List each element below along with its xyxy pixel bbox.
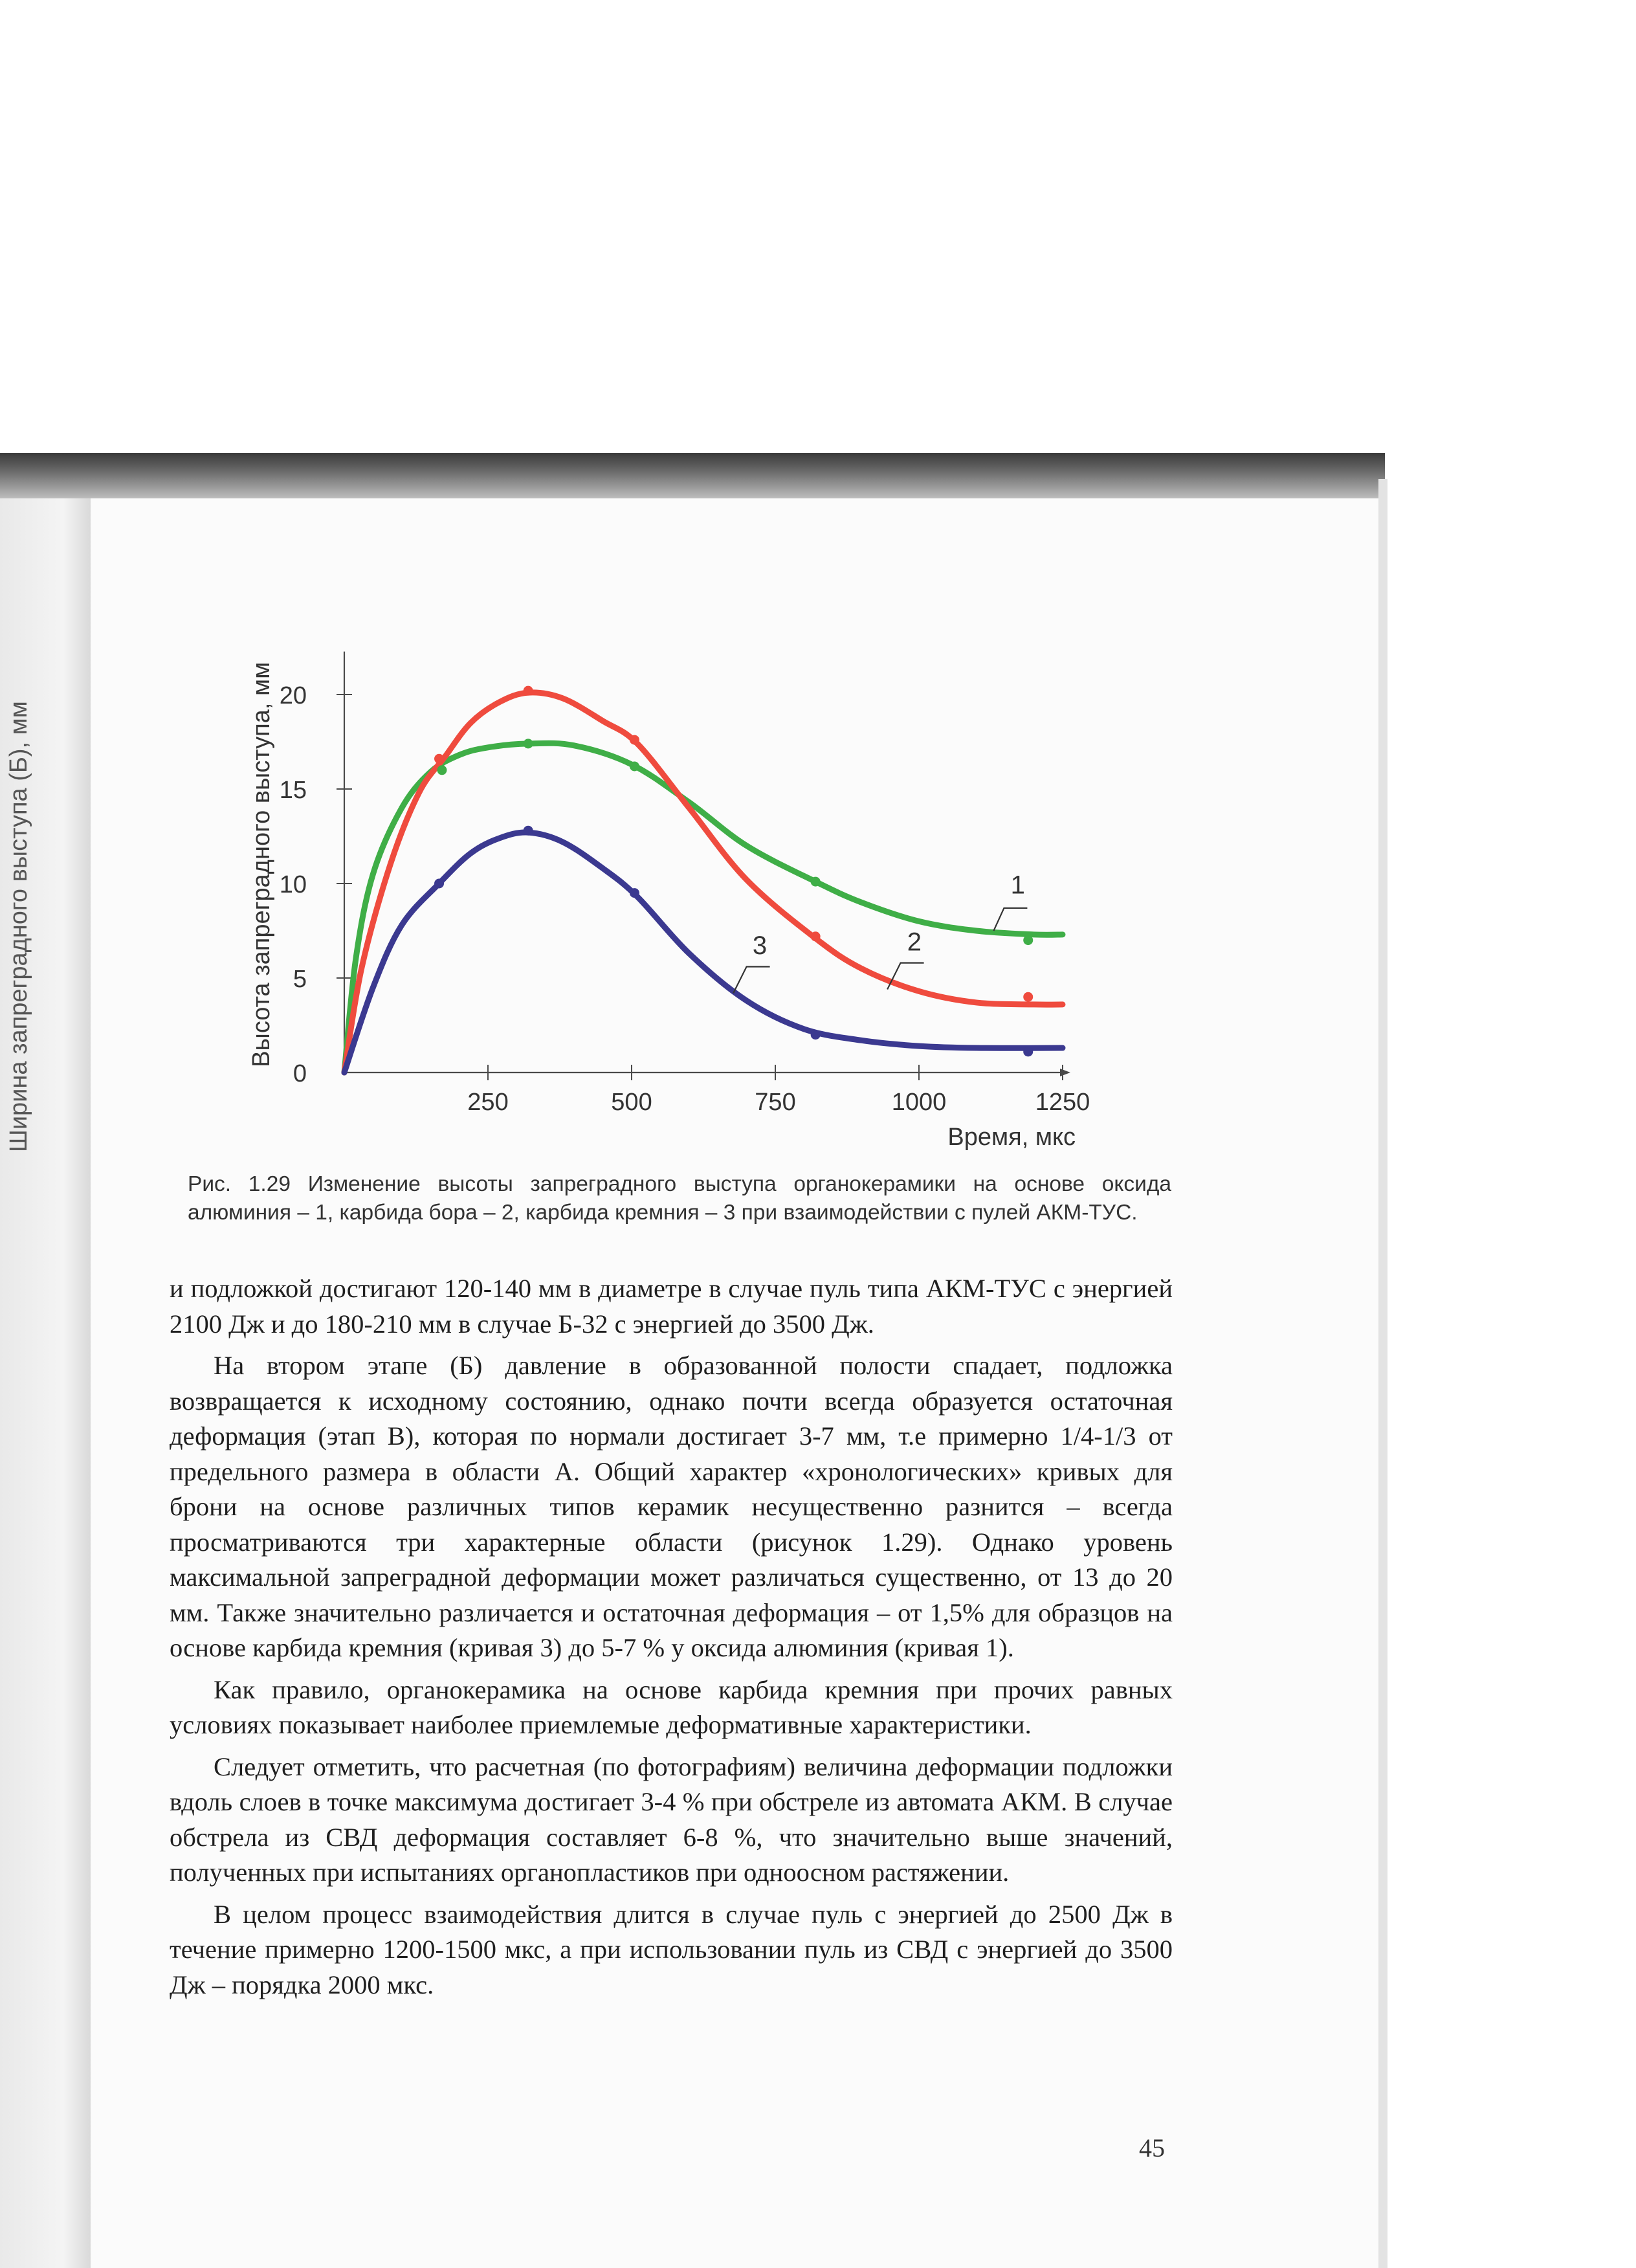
series-line-3 xyxy=(344,832,1063,1073)
x-tick-label: 750 xyxy=(755,1089,796,1116)
chart-svg xyxy=(233,615,1139,1165)
curve-leader-3 xyxy=(733,966,769,993)
x-axis-title: Время, мкс xyxy=(947,1124,1076,1151)
figure-caption: Рис. 1.29 Изменение высоты запреградного выступа органокерамики на основе оксида алюминия – 1, карбида бора – 2, карбида кремния – 3 при взаимодействии с пулей АКМ-ТУС. xyxy=(188,1172,1171,1225)
body-text xyxy=(170,1271,1173,2003)
x-tick-label: 500 xyxy=(611,1089,652,1116)
series-line-2 xyxy=(344,693,1063,1073)
data-point-series-3 xyxy=(630,888,639,898)
paragraph: На втором этапе (Б) давление в образованной полости спадает, подложка возвращается к исходному состоянию, однако почти всегда образуется остаточная деформация (этап В), которая по нормали достигает 3-7 мм, т.е примерно 1/4-1/3 от предельного размера в области А. Общий характер «хронологических» кривых для брони на основе различных типов керамик несущественно разнится – всегда просматриваются три характерные области (рисунок 1.29). Однако уровень максимальной запреградной деформации может различаться существенно, от 13 до 20 мм. Также значительно различается и остаточная деформация – от 1,5% для образцов на основе карбида кремния (кривая 3) до 5-7 % у оксида алюминия (кривая 1). xyxy=(170,1351,1173,1662)
data-point-series-2 xyxy=(524,686,533,696)
paragraph: Как правило, органокерамика на основе карбида кремния при прочих равных условиях показывает наиболее приемлемые деформативные характеристики. xyxy=(170,1674,1173,1739)
data-point-series-1 xyxy=(811,877,821,887)
data-point-series-3 xyxy=(811,1030,821,1040)
scan-top-edge xyxy=(0,453,1385,498)
paragraph: и подложкой достигают 120-140 мм в диаметре в случае пуль типа АКМ-ТУС с энергией 2100 Дж и до 180-210 мм в случае Б-32 с энергией до 3500 Дж. xyxy=(170,1274,1173,1339)
data-point-series-3 xyxy=(1023,1047,1033,1056)
data-point-series-3 xyxy=(434,879,444,889)
curve-label-1: 1 xyxy=(1010,871,1025,900)
data-point-series-1 xyxy=(1023,935,1033,945)
y-tick-label: 5 xyxy=(293,966,307,993)
figure-chart xyxy=(233,615,1139,1165)
paragraph: Следует отметить, что расчетная (по фотографиям) величина деформации подложки вдоль слоев в точке максимума достигает 3-4 % при обстреле из автомата АКМ. В случае обстрела из СВД деформация составляет 6-8 %, что значительно выше значений, полученных при испытаниях органопластиков при одноосном растяжении. xyxy=(170,1751,1173,1887)
x-tick-label: 1000 xyxy=(891,1089,947,1116)
x-tick-label: 1250 xyxy=(1035,1089,1090,1116)
x-axis-arrow xyxy=(1060,1069,1070,1076)
y-tick-label: 15 xyxy=(279,777,307,804)
data-point-series-1 xyxy=(437,765,447,775)
data-point-series-2 xyxy=(630,735,639,745)
paragraph: В целом процесс взаимодействия длится в случае пуль с энергией до 2500 Дж в течение примерно 1200-1500 мкс, а при использовании пуль из СВД с энергией до 3500 Дж – порядка 2000 мкс. xyxy=(170,1899,1173,1999)
data-point-series-1 xyxy=(524,739,533,748)
curve-label-2: 2 xyxy=(907,928,922,957)
data-point-series-2 xyxy=(434,754,444,764)
y-tick-label: 20 xyxy=(279,682,307,709)
x-tick-label: 250 xyxy=(467,1089,509,1116)
curve-leader-1 xyxy=(993,908,1027,931)
data-point-series-2 xyxy=(811,931,821,941)
data-point-series-1 xyxy=(630,761,639,771)
series-line-1 xyxy=(344,743,1063,1073)
page-right-edge xyxy=(1378,479,1387,2268)
y-axis-title: Высота запреградного выступа, мм xyxy=(248,662,275,1067)
y-tick-label: 10 xyxy=(279,871,307,898)
curve-label-3: 3 xyxy=(752,931,768,961)
left-page-axis-fragment xyxy=(0,660,39,1152)
data-point-series-2 xyxy=(1023,992,1033,1002)
data-point-series-3 xyxy=(524,826,533,836)
y-tick-label: 0 xyxy=(293,1060,307,1087)
left-page-axis-text: Ширина запреградного выступа (Б), мм xyxy=(5,701,32,1152)
page-number: 45 xyxy=(1139,2133,1165,2162)
